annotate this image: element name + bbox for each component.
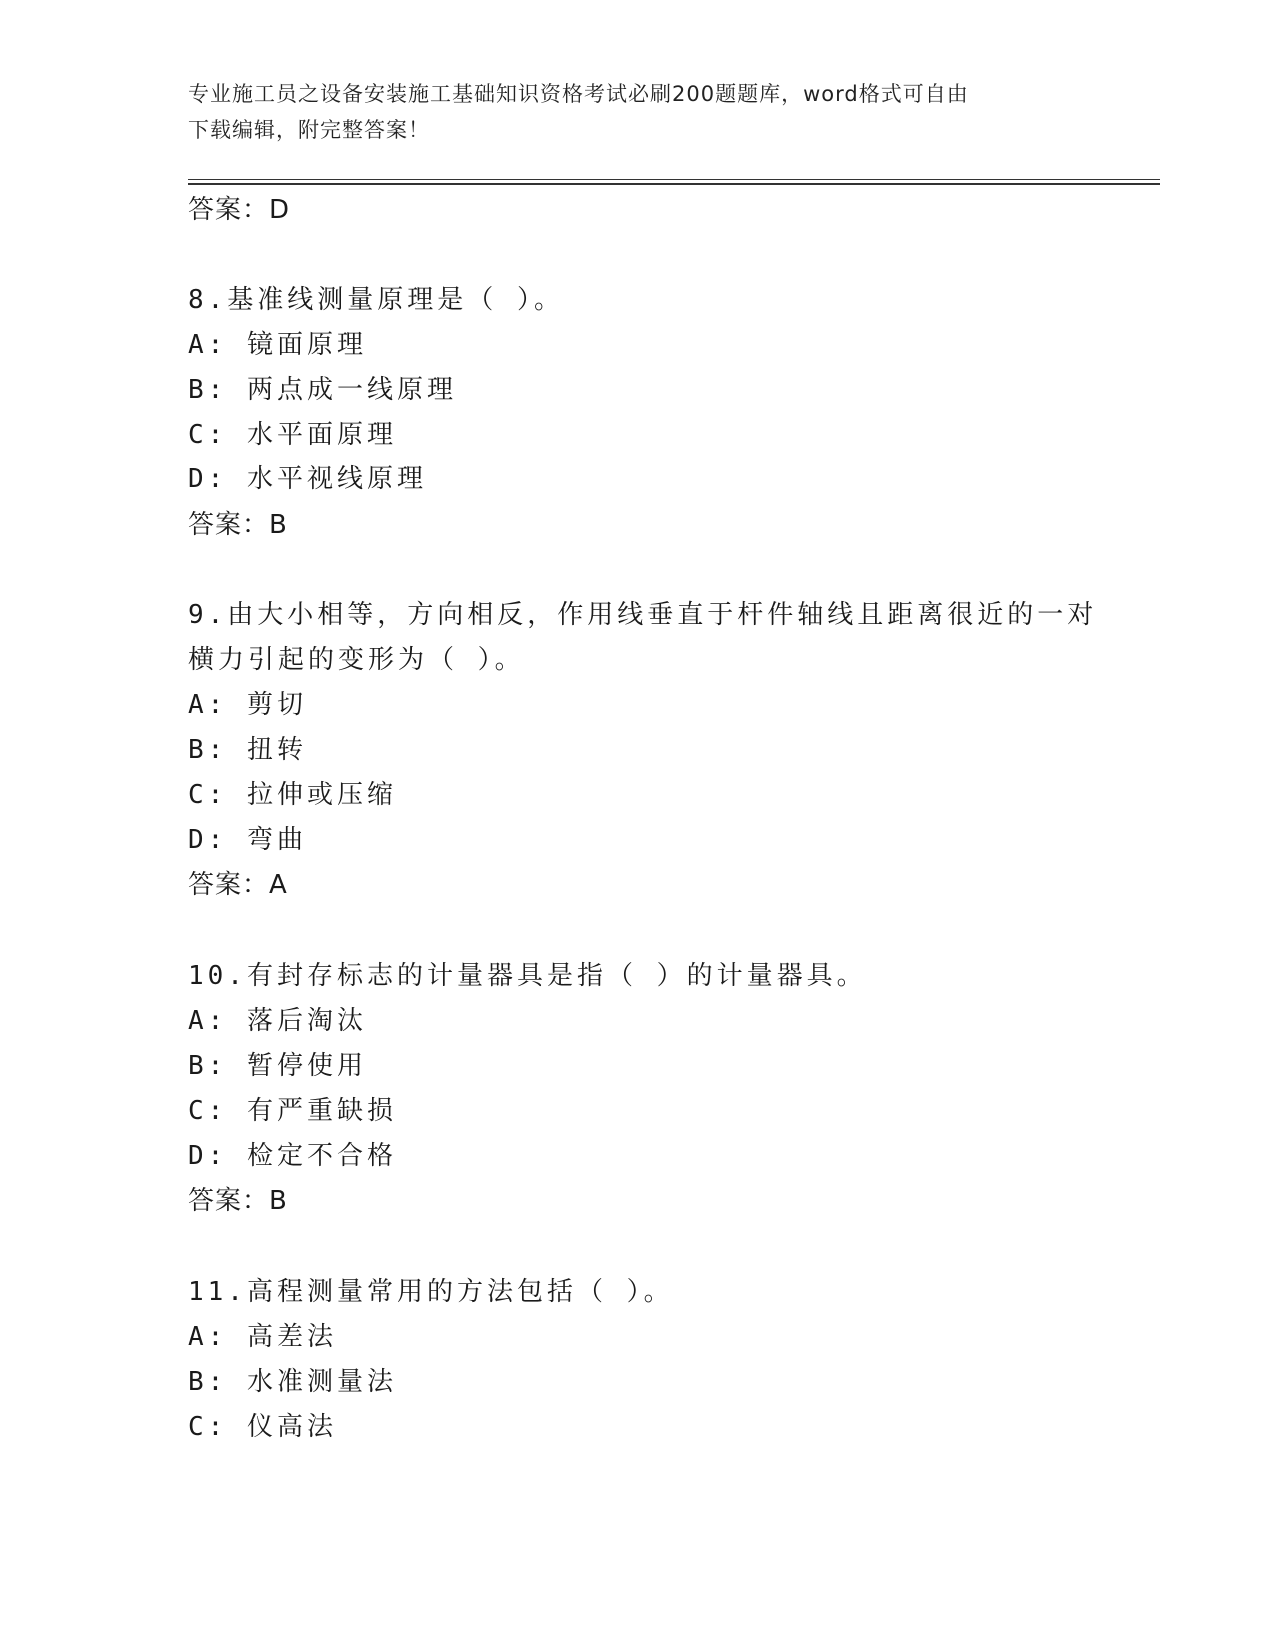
answer-8: 答案：B xyxy=(188,510,288,540)
question-9-option-d: D: 弯曲 xyxy=(188,825,307,855)
question-9-line-1: 9.由大小相等，方向相反，作用线垂直于杆件轴线且距离很近的一对 xyxy=(188,600,1098,630)
question-10-option-a: A: 落后淘汰 xyxy=(188,1006,367,1036)
answer-10: 答案：B xyxy=(188,1186,288,1216)
question-9-line-2: 横力引起的变形为（ ）。 xyxy=(188,645,525,675)
document-header xyxy=(188,76,1088,148)
question-8-option-d: D: 水平视线原理 xyxy=(188,464,427,494)
question-8: 8.基准线测量原理是（ ）。 xyxy=(188,285,564,315)
question-8-option-a: A: 镜面原理 xyxy=(188,330,367,360)
question-11-option-a: A: 高差法 xyxy=(188,1322,337,1352)
question-8-option-b: B: 两点成一线原理 xyxy=(188,375,457,405)
question-11-option-b: B: 水准测量法 xyxy=(188,1367,397,1397)
question-8-option-c: C: 水平面原理 xyxy=(188,420,397,450)
question-10-option-d: D: 检定不合格 xyxy=(188,1141,397,1171)
question-9-option-b: B: 扭转 xyxy=(188,735,307,765)
question-11: 11.高程测量常用的方法包括（ ）。 xyxy=(188,1277,674,1307)
question-11-option-c: C: 仪高法 xyxy=(188,1412,337,1442)
question-9-option-c: C: 拉伸或压缩 xyxy=(188,780,397,810)
question-10-option-b: B: 暂停使用 xyxy=(188,1051,367,1081)
question-10: 10.有封存标志的计量器具是指（ ）的计量器具。 xyxy=(188,961,867,991)
question-9-option-a: A: 剪切 xyxy=(188,690,307,720)
header-line-2: 下载编辑，附完整答案！ xyxy=(188,118,430,142)
header-divider-thick xyxy=(188,183,1160,185)
header-line-1: 专业施工员之设备安装施工基础知识资格考试必刷200题题库，word格式可自由 xyxy=(188,82,969,106)
header-divider-thin xyxy=(188,179,1160,180)
answer-9: 答案：A xyxy=(188,870,288,900)
question-10-option-c: C: 有严重缺损 xyxy=(188,1096,397,1126)
answer-7: 答案：D xyxy=(188,195,291,225)
